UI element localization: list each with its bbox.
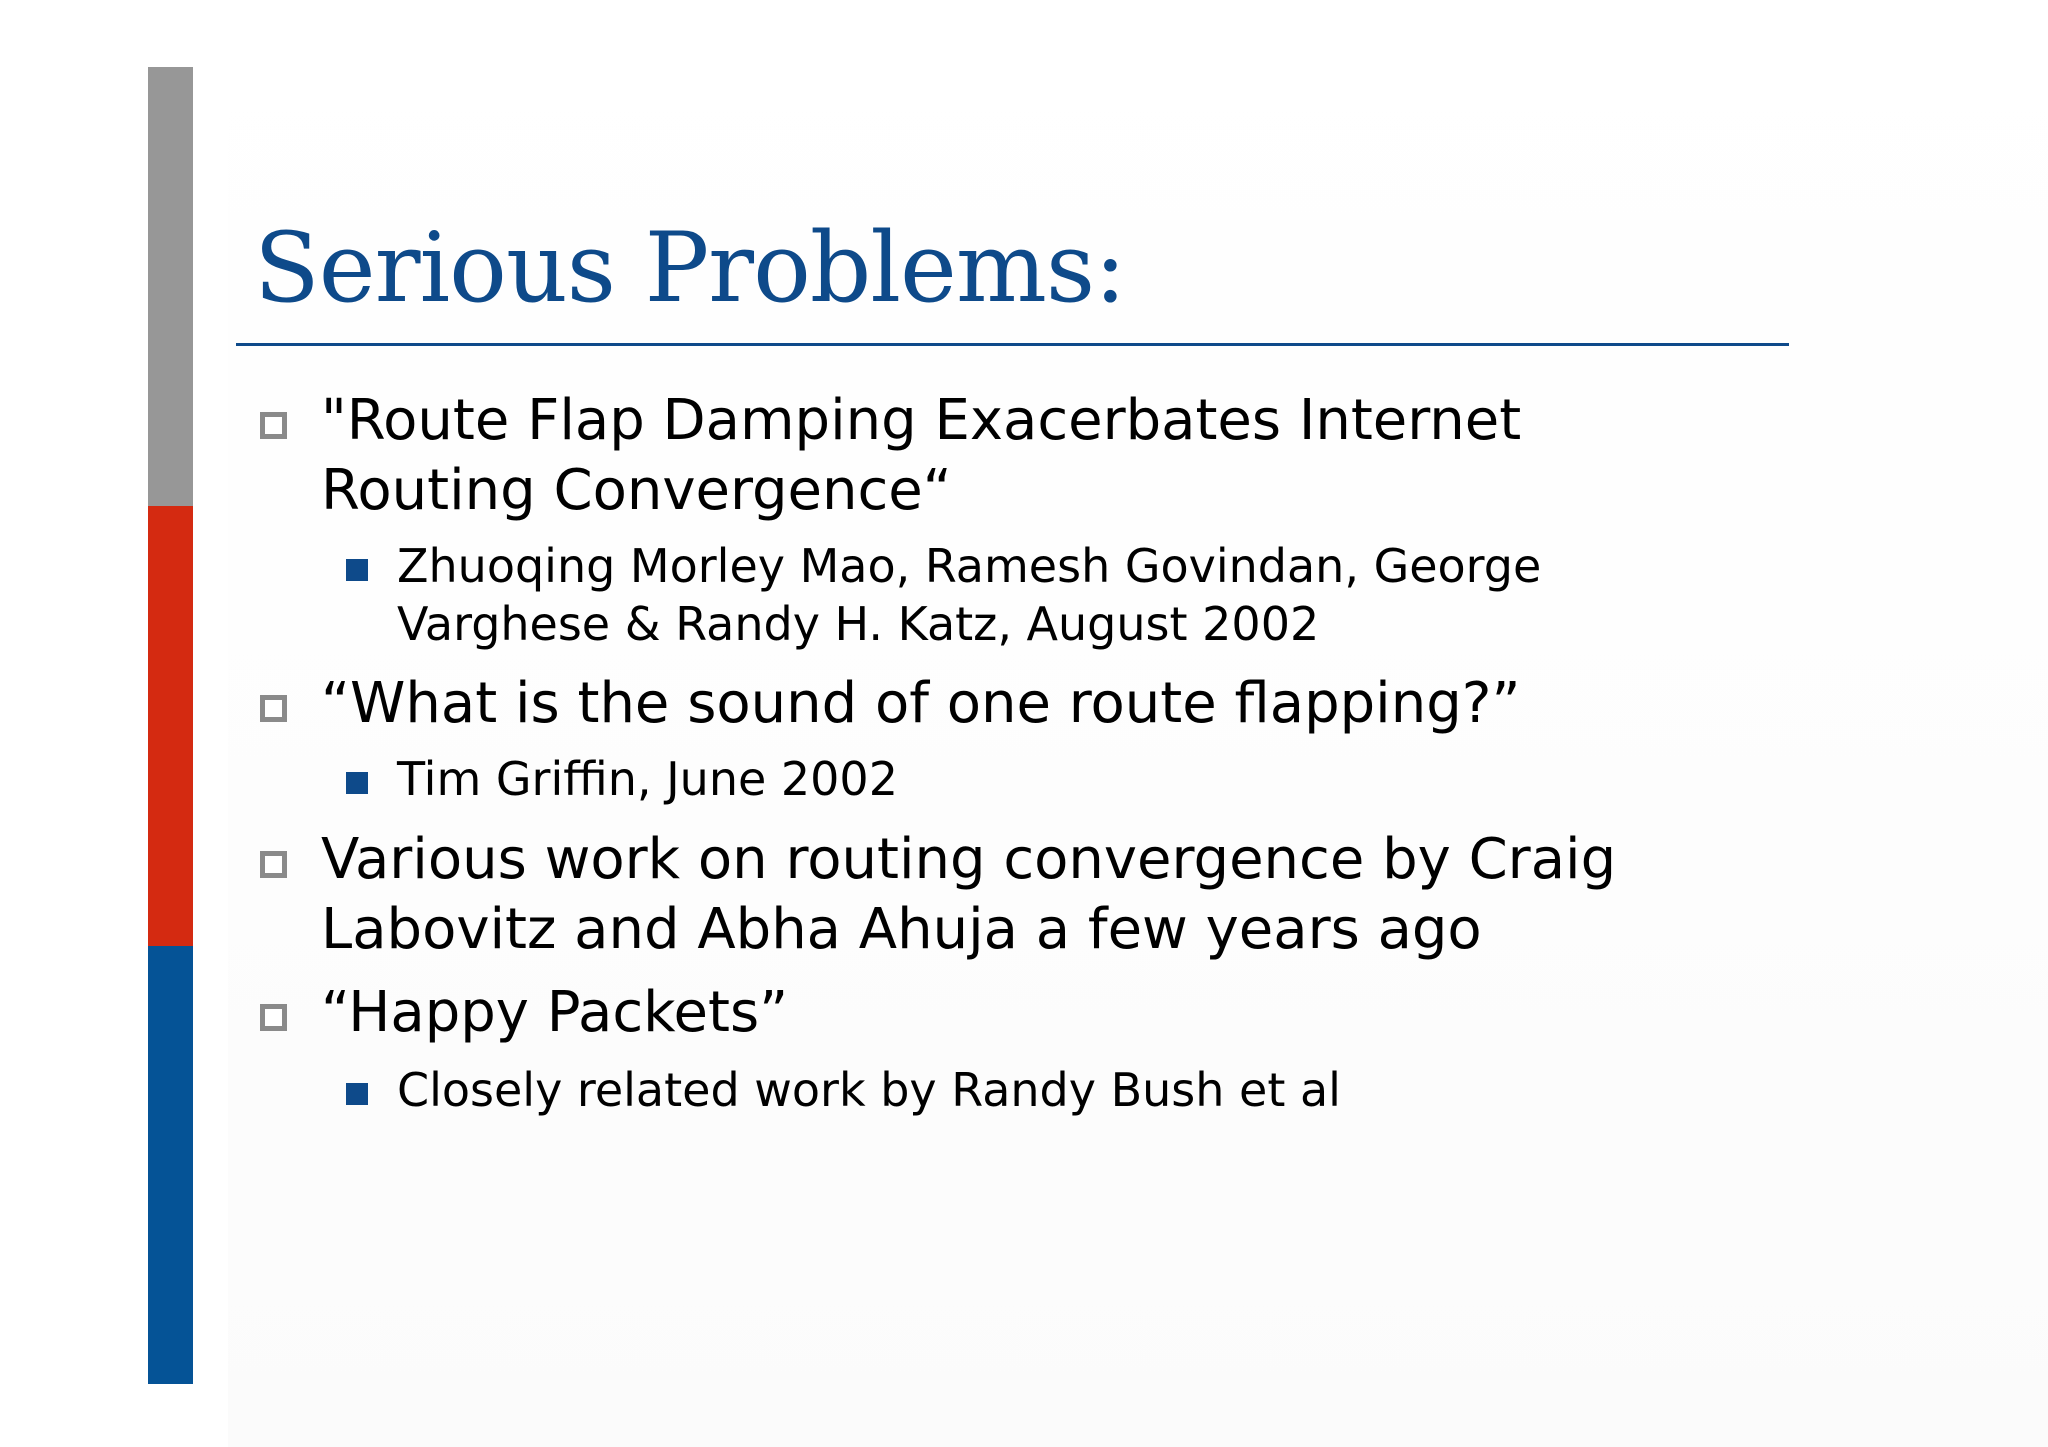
bullet-text-line: Various work on routing convergence by Craig bbox=[321, 827, 1617, 892]
accent-bar-blue bbox=[148, 946, 193, 1384]
filled-square-bullet-icon bbox=[346, 559, 368, 581]
sub-bullet-text-line: Closely related work by Randy Bush et al bbox=[397, 1063, 1341, 1117]
filled-square-bullet-icon bbox=[346, 772, 368, 794]
hollow-square-bullet-icon bbox=[260, 412, 287, 439]
hollow-square-bullet-icon bbox=[260, 851, 287, 878]
bullet-text-line: Labovitz and Abha Ahuja a few years ago bbox=[321, 897, 1482, 962]
sub-bullet-text-line: Varghese & Randy H. Katz, August 2002 bbox=[397, 597, 1320, 651]
hollow-square-bullet-icon bbox=[260, 695, 287, 722]
bullet-text-line: Routing Convergence“ bbox=[321, 458, 952, 523]
bullet-item bbox=[321, 669, 1721, 739]
slide-title: Serious Problems: bbox=[254, 212, 1126, 324]
accent-bar-red bbox=[148, 506, 193, 946]
bullet-text-line: "Route Flap Damping Exacerbates Internet bbox=[321, 388, 1522, 453]
sub-bullet-item bbox=[397, 1061, 1697, 1119]
filled-square-bullet-icon bbox=[346, 1083, 368, 1105]
sub-bullet-text-line: Tim Griffin, June 2002 bbox=[397, 752, 898, 806]
bullet-text-line: “What is the sound of one route flapping?” bbox=[321, 671, 1521, 736]
bullet-text-line: “Happy Packets” bbox=[321, 980, 789, 1045]
sub-bullet-item bbox=[397, 750, 1697, 808]
bullet-item bbox=[321, 825, 1721, 965]
bullet-item bbox=[321, 386, 1721, 526]
bullet-item bbox=[321, 978, 1721, 1048]
sub-bullet-text-line: Zhuoqing Morley Mao, Ramesh Govindan, George bbox=[397, 539, 1542, 593]
accent-bar-gray bbox=[148, 67, 193, 506]
title-underline bbox=[236, 343, 1789, 346]
sub-bullet-item bbox=[397, 537, 1697, 653]
hollow-square-bullet-icon bbox=[260, 1004, 287, 1031]
